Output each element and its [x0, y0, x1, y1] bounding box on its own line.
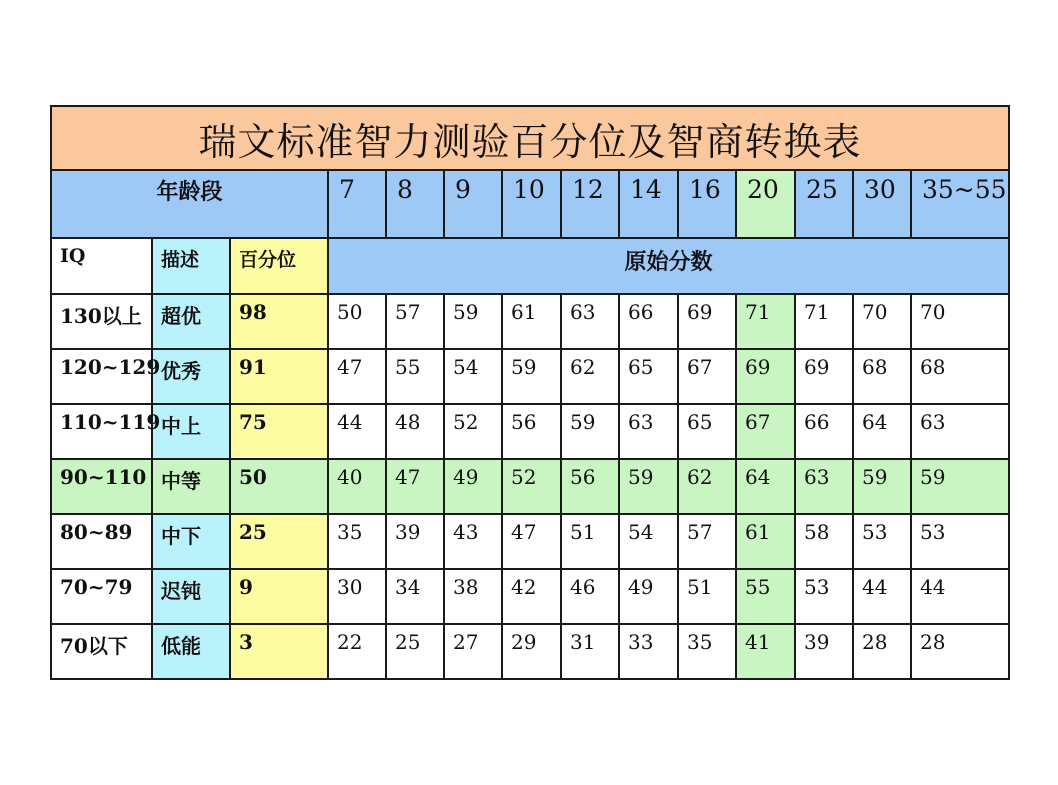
- raw-score-cell: 63: [911, 404, 1009, 459]
- raw-score-cell: 27: [444, 624, 502, 679]
- raw-score-cell: 69: [736, 349, 795, 404]
- raw-score-cell: 53: [795, 569, 853, 624]
- raw-score-cell: 69: [678, 294, 736, 349]
- raw-score-cell: 29: [502, 624, 561, 679]
- age-column-header: 7: [328, 170, 386, 238]
- raw-score-cell: 55: [736, 569, 795, 624]
- description-cell: 中下: [152, 514, 230, 569]
- age-column-header: 12: [561, 170, 619, 238]
- raw-score-cell: 56: [502, 404, 561, 459]
- iq-range-cell: 130以上: [51, 294, 152, 349]
- raw-score-cell: 48: [386, 404, 444, 459]
- raw-score-cell: 33: [619, 624, 678, 679]
- description-column-header: 描述: [152, 238, 230, 294]
- raw-score-cell: 57: [386, 294, 444, 349]
- raw-score-cell: 47: [502, 514, 561, 569]
- raw-score-cell: 64: [853, 404, 911, 459]
- age-column-header: 14: [619, 170, 678, 238]
- raw-score-cell: 63: [619, 404, 678, 459]
- raw-score-cell: 49: [619, 569, 678, 624]
- raw-score-cell: 28: [853, 624, 911, 679]
- raw-score-cell: 49: [444, 459, 502, 514]
- raw-score-cell: 59: [911, 459, 1009, 514]
- raw-score-cell: 54: [619, 514, 678, 569]
- raw-score-cell: 59: [853, 459, 911, 514]
- raw-score-cell: 47: [386, 459, 444, 514]
- raw-score-cell: 66: [795, 404, 853, 459]
- raw-score-cell: 68: [853, 349, 911, 404]
- description-cell: 迟钝: [152, 569, 230, 624]
- raw-score-cell: 44: [853, 569, 911, 624]
- raw-score-cell: 61: [736, 514, 795, 569]
- raw-score-cell: 39: [795, 624, 853, 679]
- raw-score-cell: 44: [328, 404, 386, 459]
- table-row: [51, 349, 1009, 404]
- raw-score-cell: 57: [678, 514, 736, 569]
- age-column-header: 10: [502, 170, 561, 238]
- raw-score-cell: 70: [911, 294, 1009, 349]
- raw-score-cell: 31: [561, 624, 619, 679]
- description-cell: 优秀: [152, 349, 230, 404]
- age-column-header: 8: [386, 170, 444, 238]
- raw-score-cell: 42: [502, 569, 561, 624]
- raw-score-cell: 53: [911, 514, 1009, 569]
- raw-score-cell: 71: [795, 294, 853, 349]
- iq-range-cell: 90~110: [51, 459, 152, 514]
- raw-score-cell: 35: [328, 514, 386, 569]
- percentile-column-header: 百分位: [230, 238, 328, 294]
- raw-score-cell: 68: [911, 349, 1009, 404]
- raw-score-cell: 59: [502, 349, 561, 404]
- age-column-header: 35~55: [911, 170, 1009, 238]
- table-row: [51, 624, 1009, 679]
- raw-score-cell: 39: [386, 514, 444, 569]
- table-row: [51, 514, 1009, 569]
- age-column-header: 20: [736, 170, 795, 238]
- raw-score-cell: 63: [795, 459, 853, 514]
- raw-score-cell: 43: [444, 514, 502, 569]
- raw-score-cell: 70: [853, 294, 911, 349]
- description-cell: 中等: [152, 459, 230, 514]
- raw-score-cell: 55: [386, 349, 444, 404]
- raw-score-cell: 35: [678, 624, 736, 679]
- raw-score-cell: 34: [386, 569, 444, 624]
- raw-score-cell: 30: [328, 569, 386, 624]
- iq-range-cell: 80~89: [51, 514, 152, 569]
- raw-score-cell: 69: [795, 349, 853, 404]
- description-cell: 低能: [152, 624, 230, 679]
- description-cell: 中上: [152, 404, 230, 459]
- description-cell: 超优: [152, 294, 230, 349]
- raw-score-cell: 59: [619, 459, 678, 514]
- table-row: [51, 294, 1009, 349]
- raw-score-cell: 44: [911, 569, 1009, 624]
- raw-score-cell: 52: [444, 404, 502, 459]
- raw-score-cell: 54: [444, 349, 502, 404]
- raw-score-cell: 62: [678, 459, 736, 514]
- raw-score-cell: 47: [328, 349, 386, 404]
- raw-score-cell: 25: [386, 624, 444, 679]
- percentile-cell: 9: [230, 569, 328, 624]
- percentile-cell: 50: [230, 459, 328, 514]
- raw-score-cell: 51: [561, 514, 619, 569]
- raw-score-cell: 46: [561, 569, 619, 624]
- iq-range-cell: 120~129: [51, 349, 152, 404]
- raw-score-cell: 22: [328, 624, 386, 679]
- age-column-header: 25: [795, 170, 853, 238]
- raw-score-cell: 53: [853, 514, 911, 569]
- table-row: [51, 459, 1009, 514]
- raw-score-cell: 65: [678, 404, 736, 459]
- raw-score-cell: 28: [911, 624, 1009, 679]
- percentile-cell: 25: [230, 514, 328, 569]
- percentile-cell: 98: [230, 294, 328, 349]
- raw-score-cell: 66: [619, 294, 678, 349]
- raw-score-cell: 62: [561, 349, 619, 404]
- raw-score-cell: 51: [678, 569, 736, 624]
- raw-score-cell: 67: [678, 349, 736, 404]
- iq-range-cell: 70~79: [51, 569, 152, 624]
- raw-score-cell: 71: [736, 294, 795, 349]
- iq-range-cell: 110~119: [51, 404, 152, 459]
- iq-range-cell: 70以下: [51, 624, 152, 679]
- age-group-label: 年龄段: [51, 170, 328, 238]
- raw-score-cell: 65: [619, 349, 678, 404]
- percentile-cell: 3: [230, 624, 328, 679]
- table-row: [51, 404, 1009, 459]
- raw-score-cell: 67: [736, 404, 795, 459]
- raw-score-header: 原始分数: [328, 238, 1009, 294]
- raw-score-cell: 52: [502, 459, 561, 514]
- percentile-cell: 75: [230, 404, 328, 459]
- age-column-header: 16: [678, 170, 736, 238]
- raw-score-cell: 63: [561, 294, 619, 349]
- table-row: [51, 569, 1009, 624]
- raw-score-cell: 58: [795, 514, 853, 569]
- column-header-row: [51, 238, 1009, 294]
- raw-score-cell: 61: [502, 294, 561, 349]
- raw-score-cell: 41: [736, 624, 795, 679]
- raw-score-cell: 50: [328, 294, 386, 349]
- age-column-header: 9: [444, 170, 502, 238]
- raw-score-cell: 56: [561, 459, 619, 514]
- raw-score-cell: 59: [444, 294, 502, 349]
- age-column-header: 30: [853, 170, 911, 238]
- percentile-cell: 91: [230, 349, 328, 404]
- table-title: 瑞文标准智力测验百分位及智商转换表: [51, 106, 1009, 170]
- age-header-row: [51, 170, 1009, 238]
- iq-column-header: IQ: [51, 238, 152, 294]
- raw-score-cell: 40: [328, 459, 386, 514]
- iq-conversion-table: [50, 105, 1010, 680]
- raw-score-cell: 64: [736, 459, 795, 514]
- raw-score-cell: 59: [561, 404, 619, 459]
- raw-score-cell: 38: [444, 569, 502, 624]
